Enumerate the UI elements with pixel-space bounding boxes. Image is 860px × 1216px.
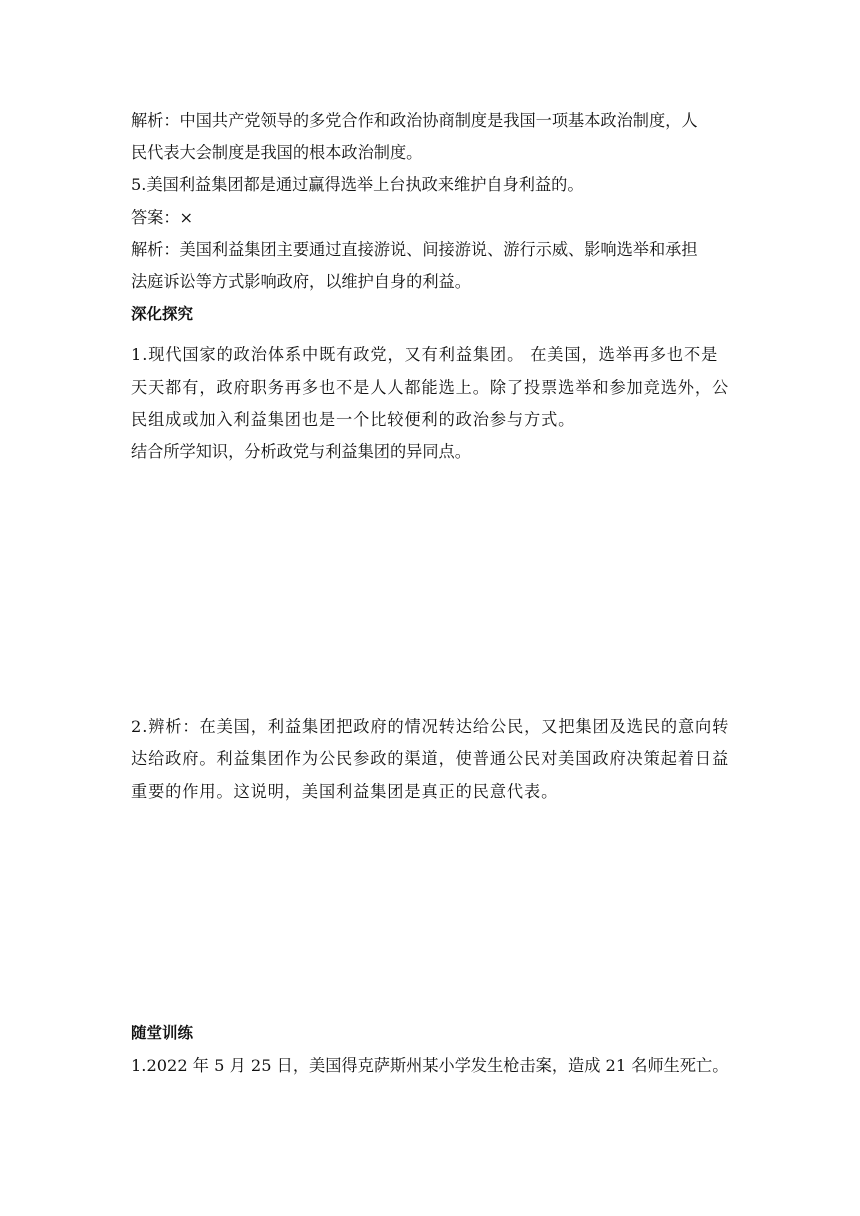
analysis-text-4-line-2: 民代表大会制度是我国的根本政治制度。 (131, 143, 423, 162)
inquiry-2-line-1: 2.辨析：在美国，利益集团把政府的情况转达给公民，又把集团及选民的意向转 (131, 717, 730, 736)
inquiry-2-line-3: 重要的作用。这说明，美国利益集团是真正的民意代表。 (131, 782, 559, 801)
section-heading-deepening-inquiry: 深化探究 (131, 305, 194, 323)
question-5: 5.美国利益集团都是通过赢得选举上台执政来维护自身利益的。 (131, 175, 584, 194)
inquiry-1-line-1: 1.现代国家的政治体系中既有政党，又有利益集团。 在美国，选举再多也不是 (131, 345, 719, 364)
analysis-text-5-line-2: 法庭诉讼等方式影响政府，以维护自身的利益。 (131, 272, 471, 291)
analysis-text-5-line-1: 解析：美国利益集团主要通过直接游说、间接游说、游行示威、影响选举和承担 (131, 240, 698, 259)
inquiry-1-line-3: 民组成或加入利益集团也是一个比较便利的政治参与方式。 (131, 410, 576, 429)
answer-5: 答案：× (131, 208, 194, 227)
inquiry-2-line-2: 达给政府。利益集团作为公民参政的渠道，使普通公民对美国政府决策起着日益 (131, 749, 730, 768)
section-heading-class-practice: 随堂训练 (131, 1024, 194, 1042)
analysis-text-4-line-1: 解析：中国共产党领导的多党合作和政治协商制度是我国一项基本政治制度，人 (131, 111, 698, 130)
inquiry-1-question: 结合所学知识，分析政党与利益集团的异同点。 (131, 442, 471, 461)
inquiry-1-line-2: 天天都有，政府职务再多也不是人人都能选上。除了投票选举和参加竞选外，公 (131, 378, 730, 397)
practice-question-1: 1.2022 年 5 月 25 日，美国得克萨斯州某小学发生枪击案，造成 21 名师生死亡。 (131, 1056, 729, 1075)
